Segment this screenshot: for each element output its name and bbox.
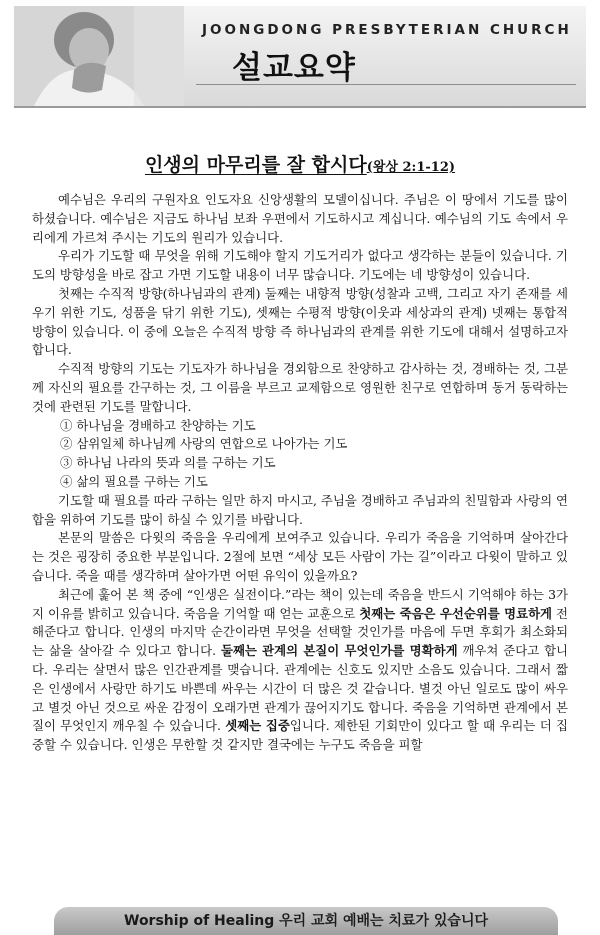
paragraph: 우리가 기도할 때 무엇을 위해 기도해야 할지 기도거리가 없다고 생각하는 분들이 있습니다. 기도의 방향성을 바로 잡고 가면 기도할 내용이 너무 많습니다. 기도에는 네 방향성이 있습니다. [32,248,568,283]
paragraph: 첫째는 수직적 방향(하나님과의 관계) 둘째는 내향적 방향(성찰과 고백, 그리고 자기 존재를 세우기 위한 기도, 성품을 닦기 위한 기도), 셋째는 수평적 방향(이웃과 세상과의 관계) 넷째는 통합적 방향이 있습니다. 이 중에 오늘은 수직적 방향 즉 하나님과의 관계를 위한 기도에 대해서 설명하고자 합니다. [32,285,568,358]
paragraph: 수직적 방향의 기도는 기도자가 하나님을 경외함으로 찬양하고 감사하는 것, 경배하는 것, 그분께 자신의 필요를 간구하는 것, 그 이름을 부르고 교제함으로 영원한 친구로 연합하며 동거 동락하는 것에 관련된 기도를 말합니다. [32,361,568,414]
emphasis-text: 둘째는 관계의 본질이 무엇인가를 명확하게 [220,643,458,659]
section-title: 설교요약 [232,50,356,86]
bulletin-header [14,6,586,108]
list-item: ① 하나님을 경배하고 찬양하는 기도 [60,417,256,433]
sermon-body [32,191,568,755]
paragraph: 예수님은 우리의 구원자요 인도자요 신앙생활의 모델이십니다. 주님은 이 땅에서 기도를 많이 하셨습니다. 예수님은 지금도 하나님 보좌 우편에서 기도하시고 계십니다. 예수님의 기도 속에서 우리에게 가르쳐 주시는 기도의 원리가 있습니다. [32,192,568,245]
text-run: 최근에 훑어 본 책 중에 “인생은 실전이다.”라는 책이 있는데 죽음을 반드시 기억해야 하는 3가지 이유를 밝히고 있습니다. 죽음을 기억할 때 얻는 교훈으로 [32,586,568,621]
sermon-title-block [0,150,600,177]
list-item: ③ 하나님 나라의 뜻과 의를 구하는 기도 [60,455,276,471]
church-name: JOONGDONG PRESBYTERIAN CHURCH [202,22,572,38]
text-run: 입니다. 제한된 기회만이 있다고 할 때 우리는 더 집중할 수 있습니다. 인생은 무한할 것 같지만 결국에는 누구도 죽음을 피할 [32,718,568,753]
text-run: 깨우쳐 준다고 합니다. 우리는 살면서 많은 인간관계를 맺습니다. 관계에는 신호도 있지만 소음도 있습니다. 그래서 짧은 인생에서 사랑만 하기도 바쁜데 싸우는 시간이 더 많은 것 같습니다. 별것 아닌 일로도 많이 싸우고 별것 아닌 것으로 싸운 감정이 오래가면 관계가 끊어지기도 합니다. 죽음을 기억하면 관계에서 본질이 무엇인지 깨우칠 수 있습니다. [32,643,569,734]
emphasis-text: 셋째는 집중 [225,718,290,734]
list-item: ② 삼위일체 하나님께 사랑의 연합으로 나아가는 기도 [60,436,348,452]
paragraph: 기도할 때 필요를 따라 구하는 일만 하지 마시고, 주님을 경배하고 주님과의 친밀함과 사랑의 연합을 위하여 기도를 많이 하실 수 있기를 바랍니다. [32,492,568,527]
list-item: ④ 삶의 필요를 구하는 기도 [60,473,208,489]
praying-woman-photo [14,6,184,106]
emphasis-text: 첫째는 죽음은 우선순위를 명료하게 [359,605,553,621]
paragraph: 본문의 말씀은 다윗의 죽음을 우리에게 보여주고 있습니다. 우리가 죽음을 기억하며 살아간다는 것은 굉장히 중요한 부분입니다. 2절에 보면 “세상 모든 사람이 가는 길”이라고 다윗이 말하고 있습니다. 죽을 때를 생각하며 살아가면 어떤 유익이 있을까요? [32,530,568,583]
praying-woman-illustration [14,6,184,106]
footer-banner: Worship of Healing 우리 교회 예배는 치료가 있습니다 [54,907,558,935]
scripture-reference: (왕상 2:1-12) [366,160,456,175]
sermon-title: 인생의 마무리를 잘 합시다 [144,154,367,176]
text-run: 전해준다고 합니다. 인생의 마지막 순간이라면 무엇을 선택할 것인가를 마음에 두면 후회가 최소화되는 삶을 살아갈 수 있다고 합니다. [32,605,568,659]
paragraph [32,586,568,755]
